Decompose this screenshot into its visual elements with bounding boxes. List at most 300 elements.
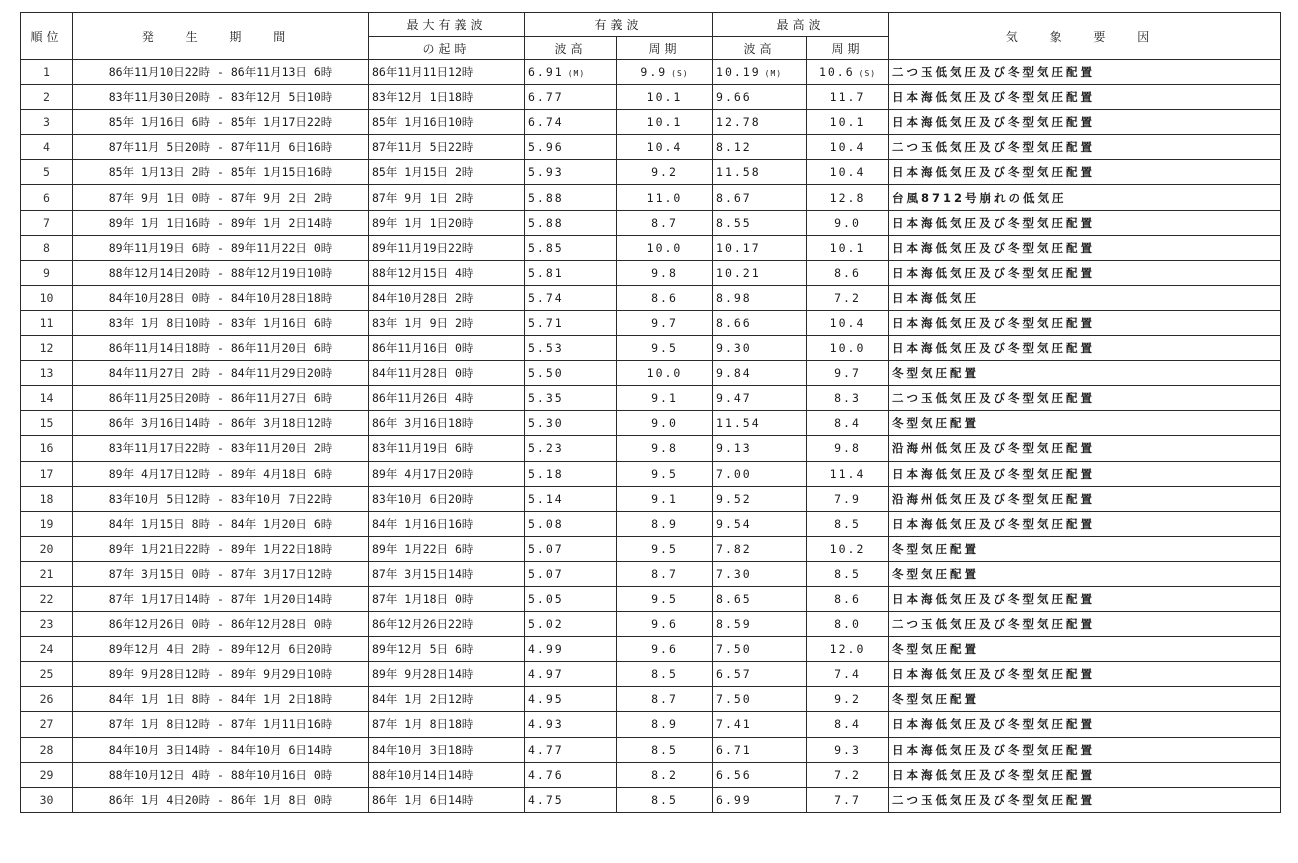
cell-max-height-value: 11.58	[716, 165, 761, 180]
cell-max-height	[713, 386, 807, 411]
cell-sig-period	[617, 687, 713, 712]
cell-sig-period	[617, 361, 713, 386]
cell-period-value: 83年 1月 8日10時 - 83年 1月16日 6時	[108, 315, 333, 330]
cell-peak-time-value: 89年11月19日22時	[372, 240, 474, 255]
cell-rank	[21, 285, 73, 310]
cell-peak-time	[369, 361, 525, 386]
cell-sig-period-value: 9.0	[651, 416, 678, 431]
cell-weather-factor-value: 沿海州低気圧及び冬型気圧配置	[892, 441, 1096, 456]
cell-weather-factor	[889, 260, 1281, 285]
cell-sig-period	[617, 336, 713, 361]
cell-max-height	[713, 135, 807, 160]
cell-sig-height	[525, 110, 617, 135]
cell-period-value: 86年 3月16日14時 - 86年 3月18日12時	[108, 416, 333, 431]
cell-rank-value: 23	[39, 617, 54, 632]
cell-max-period-value: 9.8	[834, 441, 861, 456]
cell-max-period-value: 8.4	[834, 416, 861, 431]
cell-weather-factor-value: 日本海低気圧及び冬型気圧配置	[892, 767, 1096, 782]
cell-weather-factor	[889, 110, 1281, 135]
cell-sig-period-value: 8.5	[651, 792, 678, 807]
cell-max-period	[807, 612, 889, 637]
cell-sig-height	[525, 712, 617, 737]
cell-sig-period	[617, 712, 713, 737]
cell-max-height-value: 8.98	[716, 290, 752, 305]
table-row	[21, 536, 1281, 561]
cell-weather-factor-value: 日本海低気圧及び冬型気圧配置	[892, 717, 1096, 732]
cell-sig-period-value: 9.5	[651, 592, 678, 607]
cell-max-height-value: 8.67	[716, 190, 752, 205]
cell-weather-factor	[889, 586, 1281, 611]
cell-peak-time-value: 87年 3月15日14時	[372, 566, 474, 581]
cell-peak-time-value: 84年 1月16日16時	[372, 516, 474, 531]
cell-max-height-value: 6.99	[716, 792, 752, 807]
cell-sig-height-value: 5.93	[528, 165, 564, 180]
cell-weather-factor	[889, 310, 1281, 335]
cell-period-value: 84年 1月15日 8時 - 84年 1月20日 6時	[108, 516, 333, 531]
cell-max-height-value: 8.65	[716, 592, 752, 607]
cell-sig-period	[617, 185, 713, 210]
cell-weather-factor-value: 日本海低気圧及び冬型気圧配置	[892, 466, 1096, 481]
cell-period-value: 86年11月10日22時 - 86年11月13日 6時	[108, 65, 333, 80]
cell-period	[73, 361, 369, 386]
cell-sig-height-value: 5.08	[528, 516, 564, 531]
cell-sig-period-value: 9.5	[651, 466, 678, 481]
cell-rank	[21, 260, 73, 285]
cell-rank-value: 25	[39, 667, 54, 682]
table-row	[21, 285, 1281, 310]
cell-sig-height-value: 5.96	[528, 140, 564, 155]
table-row	[21, 637, 1281, 662]
cell-sig-period	[617, 411, 713, 436]
cell-peak-time-value: 87年 9月 1日 2時	[372, 190, 474, 205]
cell-max-height	[713, 787, 807, 812]
cell-period	[73, 436, 369, 461]
cell-sig-height	[525, 361, 617, 386]
cell-period	[73, 411, 369, 436]
cell-sig-height	[525, 637, 617, 662]
cell-weather-factor	[889, 486, 1281, 511]
cell-rank-value: 14	[39, 391, 54, 406]
cell-sig-height	[525, 210, 617, 235]
cell-sig-height-value: 6.91	[528, 65, 564, 80]
cell-max-period	[807, 536, 889, 561]
cell-period	[73, 210, 369, 235]
cell-weather-factor	[889, 511, 1281, 536]
cell-rank	[21, 637, 73, 662]
cell-sig-period	[617, 787, 713, 812]
cell-peak-time	[369, 436, 525, 461]
cell-max-period	[807, 336, 889, 361]
table-row	[21, 662, 1281, 687]
cell-rank-value: 6	[43, 190, 50, 205]
cell-weather-factor	[889, 461, 1281, 486]
header-sig-period: 周期	[617, 37, 713, 60]
cell-period	[73, 160, 369, 185]
cell-max-period-value: 10.6	[818, 65, 855, 80]
cell-rank	[21, 687, 73, 712]
cell-weather-factor	[889, 235, 1281, 260]
cell-sig-height	[525, 586, 617, 611]
cell-max-period	[807, 85, 889, 110]
cell-rank-value: 29	[39, 767, 54, 782]
cell-period	[73, 561, 369, 586]
cell-rank	[21, 386, 73, 411]
cell-max-height	[713, 762, 807, 787]
cell-sig-height-value: 4.99	[528, 642, 564, 657]
cell-sig-height-value: 5.35	[528, 391, 564, 406]
cell-max-period	[807, 361, 889, 386]
cell-weather-factor	[889, 411, 1281, 436]
cell-max-height-value: 9.30	[716, 341, 752, 356]
cell-peak-time	[369, 160, 525, 185]
cell-period-value: 86年 1月 4日20時 - 86年 1月 8日 0時	[108, 792, 333, 807]
cell-period	[73, 586, 369, 611]
cell-peak-time-value: 89年 1月 1日20時	[372, 215, 474, 230]
header-max-height: 波高	[713, 37, 807, 60]
cell-sig-height-value: 5.07	[528, 541, 564, 556]
cell-rank-value: 18	[39, 491, 54, 506]
cell-rank	[21, 787, 73, 812]
unit-label: (M)	[567, 69, 586, 79]
cell-max-period-value: 8.0	[834, 617, 861, 632]
table-row	[21, 712, 1281, 737]
cell-period	[73, 185, 369, 210]
cell-weather-factor-value: 日本海低気圧及び冬型気圧配置	[892, 742, 1096, 757]
table-row	[21, 110, 1281, 135]
cell-sig-height	[525, 762, 617, 787]
cell-weather-factor	[889, 787, 1281, 812]
cell-sig-height-value: 4.97	[528, 667, 564, 682]
cell-sig-period	[617, 210, 713, 235]
cell-max-height	[713, 210, 807, 235]
cell-peak-time-value: 86年 3月16日18時	[372, 416, 474, 431]
cell-rank	[21, 712, 73, 737]
cell-period-value: 84年11月27日 2時 - 84年11月29日20時	[108, 366, 333, 381]
cell-max-period	[807, 135, 889, 160]
cell-max-period-value: 10.1	[829, 240, 866, 255]
cell-sig-period-value: 8.9	[651, 516, 678, 531]
table-row	[21, 135, 1281, 160]
table-row	[21, 85, 1281, 110]
cell-period	[73, 612, 369, 637]
cell-max-period	[807, 787, 889, 812]
cell-sig-period	[617, 536, 713, 561]
cell-sig-height	[525, 285, 617, 310]
cell-peak-time-value: 88年12月15日 4時	[372, 265, 474, 280]
header-maximum-wave: 最高波	[713, 13, 889, 37]
table-row	[21, 310, 1281, 335]
cell-period-value: 89年 9月28日12時 - 89年 9月29日10時	[108, 667, 333, 682]
cell-sig-height-value: 5.23	[528, 441, 564, 456]
cell-max-height	[713, 361, 807, 386]
table-row	[21, 762, 1281, 787]
cell-sig-period	[617, 561, 713, 586]
cell-sig-period	[617, 310, 713, 335]
cell-period	[73, 662, 369, 687]
cell-period	[73, 486, 369, 511]
cell-weather-factor	[889, 85, 1281, 110]
cell-weather-factor	[889, 135, 1281, 160]
header-sig-height: 波高	[525, 37, 617, 60]
cell-period-value: 89年12月 4日 2時 - 89年12月 6日20時	[108, 642, 333, 657]
cell-max-height-value: 8.59	[716, 617, 752, 632]
cell-max-period-value: 8.6	[834, 265, 861, 280]
cell-max-height-value: 7.41	[716, 717, 752, 732]
cell-peak-time	[369, 310, 525, 335]
cell-max-period-value: 8.5	[834, 516, 861, 531]
cell-sig-height	[525, 461, 617, 486]
cell-max-height-value: 7.30	[716, 566, 752, 581]
cell-sig-period-value: 9.5	[651, 341, 678, 356]
cell-sig-period	[617, 461, 713, 486]
cell-rank-value: 2	[43, 90, 50, 105]
cell-sig-height	[525, 612, 617, 637]
cell-sig-period	[617, 762, 713, 787]
cell-sig-height	[525, 536, 617, 561]
cell-max-period-value: 11.4	[829, 466, 866, 481]
cell-sig-period	[617, 110, 713, 135]
cell-sig-period	[617, 260, 713, 285]
cell-max-height	[713, 486, 807, 511]
unit-label: (M)	[764, 69, 783, 79]
cell-max-height	[713, 662, 807, 687]
cell-sig-period	[617, 60, 713, 85]
cell-peak-time	[369, 336, 525, 361]
cell-max-period-value: 11.7	[829, 90, 866, 105]
cell-peak-time	[369, 386, 525, 411]
cell-rank	[21, 511, 73, 536]
table-row	[21, 160, 1281, 185]
cell-max-period	[807, 486, 889, 511]
cell-max-height-value: 12.78	[716, 115, 761, 130]
table-row	[21, 511, 1281, 536]
cell-rank	[21, 486, 73, 511]
cell-sig-period-value: 10.0	[646, 240, 683, 255]
cell-sig-height	[525, 235, 617, 260]
cell-sig-period	[617, 436, 713, 461]
cell-max-height-value: 6.71	[716, 742, 752, 757]
table-row	[21, 461, 1281, 486]
table-row	[21, 260, 1281, 285]
cell-rank	[21, 210, 73, 235]
cell-max-height	[713, 712, 807, 737]
cell-weather-factor-value: 日本海低気圧及び冬型気圧配置	[892, 240, 1096, 255]
cell-sig-period	[617, 386, 713, 411]
cell-weather-factor-value: 日本海低気圧及び冬型気圧配置	[892, 90, 1096, 105]
cell-rank	[21, 662, 73, 687]
cell-max-height	[713, 536, 807, 561]
cell-period-value: 86年11月25日20時 - 86年11月27日 6時	[108, 391, 333, 406]
table-row	[21, 787, 1281, 812]
cell-rank	[21, 85, 73, 110]
cell-weather-factor-value: 日本海低気圧及び冬型気圧配置	[892, 265, 1096, 280]
cell-weather-factor	[889, 60, 1281, 85]
cell-sig-period-value: 8.2	[651, 767, 678, 782]
cell-max-height	[713, 411, 807, 436]
cell-weather-factor	[889, 361, 1281, 386]
cell-sig-height-value: 5.14	[528, 491, 564, 506]
cell-rank-value: 24	[39, 642, 54, 657]
cell-sig-period	[617, 160, 713, 185]
cell-sig-height-value: 5.85	[528, 240, 564, 255]
cell-peak-time	[369, 235, 525, 260]
table-row	[21, 411, 1281, 436]
cell-sig-height	[525, 561, 617, 586]
cell-max-height	[713, 436, 807, 461]
cell-rank-value: 20	[39, 541, 54, 556]
cell-rank	[21, 110, 73, 135]
cell-sig-period	[617, 486, 713, 511]
cell-weather-factor	[889, 185, 1281, 210]
cell-max-period-value: 8.4	[834, 717, 861, 732]
cell-peak-time-value: 87年 1月 8日18時	[372, 717, 474, 732]
cell-period-value: 84年10月28日 0時 - 84年10月28日18時	[108, 290, 333, 305]
table-row	[21, 185, 1281, 210]
cell-weather-factor	[889, 662, 1281, 687]
cell-max-height	[713, 235, 807, 260]
table-row	[21, 612, 1281, 637]
cell-weather-factor-value: 二つ玉低気圧及び冬型気圧配置	[892, 391, 1096, 406]
cell-peak-time	[369, 135, 525, 160]
cell-weather-factor	[889, 561, 1281, 586]
cell-period-value: 87年 3月15日 0時 - 87年 3月17日12時	[108, 566, 333, 581]
cell-weather-factor-value: 冬型気圧配置	[892, 366, 980, 381]
cell-weather-factor-value: 二つ玉低気圧及び冬型気圧配置	[892, 65, 1096, 80]
cell-rank-value: 22	[39, 592, 54, 607]
cell-sig-period-value: 9.7	[651, 315, 678, 330]
header-max-period: 周期	[807, 37, 889, 60]
cell-weather-factor	[889, 436, 1281, 461]
cell-max-period	[807, 586, 889, 611]
cell-max-period	[807, 712, 889, 737]
cell-max-period-value: 9.2	[834, 692, 861, 707]
cell-weather-factor-value: 冬型気圧配置	[892, 566, 980, 581]
cell-max-height	[713, 461, 807, 486]
cell-sig-period	[617, 85, 713, 110]
cell-max-height	[713, 511, 807, 536]
cell-sig-height-value: 5.88	[528, 190, 564, 205]
cell-peak-time-value: 86年 1月 6日14時	[372, 792, 474, 807]
wave-ranking-sheet	[20, 12, 1281, 813]
cell-sig-height	[525, 160, 617, 185]
cell-rank	[21, 461, 73, 486]
cell-sig-period-value: 8.6	[651, 290, 678, 305]
cell-max-period	[807, 260, 889, 285]
cell-max-height-value: 9.54	[716, 516, 752, 531]
cell-rank	[21, 135, 73, 160]
cell-max-height	[713, 110, 807, 135]
cell-sig-height	[525, 310, 617, 335]
cell-weather-factor-value: 日本海低気圧及び冬型気圧配置	[892, 592, 1096, 607]
cell-peak-time	[369, 737, 525, 762]
cell-max-height	[713, 160, 807, 185]
cell-max-period	[807, 60, 889, 85]
cell-max-period	[807, 210, 889, 235]
cell-max-height	[713, 612, 807, 637]
cell-weather-factor	[889, 160, 1281, 185]
cell-peak-time	[369, 712, 525, 737]
cell-max-height	[713, 737, 807, 762]
cell-peak-time-value: 86年11月11日12時	[372, 65, 474, 80]
cell-max-period-value: 9.7	[834, 366, 861, 381]
cell-rank	[21, 762, 73, 787]
cell-sig-height-value: 4.76	[528, 767, 564, 782]
cell-period-value: 88年12月14日20時 - 88年12月19日10時	[108, 265, 333, 280]
cell-peak-time-value: 86年11月26日 4時	[372, 391, 474, 406]
cell-max-period-value: 10.4	[829, 315, 866, 330]
cell-rank-value: 12	[39, 341, 54, 356]
cell-max-height-value: 6.56	[716, 767, 752, 782]
cell-sig-period	[617, 662, 713, 687]
cell-peak-time	[369, 637, 525, 662]
cell-max-height-value: 8.66	[716, 315, 752, 330]
table-row	[21, 235, 1281, 260]
cell-period	[73, 135, 369, 160]
cell-period-value: 83年10月 5日12時 - 83年10月 7日22時	[108, 491, 333, 506]
cell-rank	[21, 310, 73, 335]
cell-max-period	[807, 411, 889, 436]
cell-peak-time-value: 87年 1月18日 0時	[372, 592, 474, 607]
cell-max-period	[807, 160, 889, 185]
cell-max-height	[713, 687, 807, 712]
table-row	[21, 737, 1281, 762]
cell-period	[73, 637, 369, 662]
cell-period	[73, 762, 369, 787]
cell-period	[73, 235, 369, 260]
cell-rank-value: 28	[39, 742, 54, 757]
cell-max-period-value: 7.9	[834, 491, 861, 506]
table-row	[21, 436, 1281, 461]
cell-peak-time-value: 86年11月16日 0時	[372, 341, 474, 356]
cell-period-value: 87年 9月 1日 0時 - 87年 9月 2日 2時	[108, 190, 333, 205]
cell-sig-period-value: 8.5	[651, 667, 678, 682]
cell-max-height-value: 10.21	[716, 265, 761, 280]
cell-period-value: 89年 4月17日12時 - 89年 4月18日 6時	[108, 466, 333, 481]
cell-max-period	[807, 637, 889, 662]
cell-rank	[21, 361, 73, 386]
cell-rank-value: 3	[43, 115, 50, 130]
cell-period	[73, 737, 369, 762]
cell-sig-height-value: 6.74	[528, 115, 564, 130]
table-row	[21, 486, 1281, 511]
cell-sig-period-value: 10.4	[646, 140, 683, 155]
header-significant-wave: 有義波	[525, 13, 713, 37]
cell-sig-period-value: 8.9	[651, 717, 678, 732]
cell-weather-factor-value: 日本海低気圧及び冬型気圧配置	[892, 315, 1096, 330]
cell-sig-period-value: 10.1	[646, 115, 683, 130]
cell-max-height	[713, 185, 807, 210]
cell-sig-period-value: 9.5	[651, 541, 678, 556]
cell-period-value: 84年10月 3日14時 - 84年10月 6日14時	[108, 742, 333, 757]
cell-sig-period	[617, 511, 713, 536]
cell-weather-factor	[889, 336, 1281, 361]
cell-rank-value: 27	[39, 717, 54, 732]
cell-sig-period	[617, 612, 713, 637]
cell-sig-height-value: 5.81	[528, 265, 564, 280]
cell-period	[73, 85, 369, 110]
cell-peak-time	[369, 762, 525, 787]
cell-rank-value: 4	[43, 140, 50, 155]
cell-max-period-value: 12.8	[829, 190, 866, 205]
cell-peak-time	[369, 285, 525, 310]
cell-sig-period-value: 9.2	[651, 165, 678, 180]
cell-max-height	[713, 310, 807, 335]
cell-weather-factor-value: 冬型気圧配置	[892, 541, 980, 556]
cell-weather-factor	[889, 687, 1281, 712]
cell-period	[73, 687, 369, 712]
cell-max-period-value: 10.4	[829, 140, 866, 155]
cell-peak-time	[369, 60, 525, 85]
